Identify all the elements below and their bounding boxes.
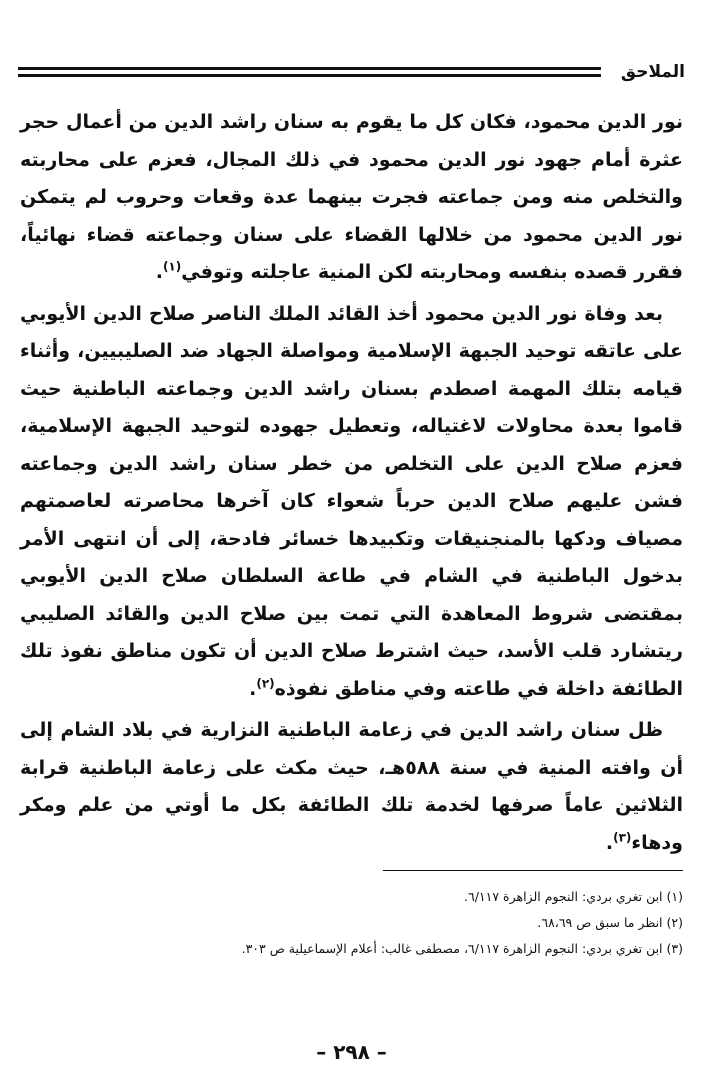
paragraph-text: ظل سنان راشد الدين في زعامة الباطنية النزارية في بلاد الشام إلى أن وافته المنية في سنة ٥٨٨هـ، حيث مكث على زعامة الباطنية قرابة الثلاثين عاماً صرفها لخدمة تلك الطائفة بكل ما أوتي من علم ومكر ودهاء bbox=[20, 719, 684, 854]
footnote-1: (١) ابن تغري بردي: النجوم الزاهرة ٦/١١٧. bbox=[464, 889, 683, 904]
paragraph-3 bbox=[20, 712, 683, 862]
paragraph-end: . bbox=[605, 831, 614, 854]
paragraph-end: . bbox=[155, 261, 163, 283]
paragraph-2 bbox=[20, 296, 683, 709]
footnote-ref-2: (٢) bbox=[256, 676, 275, 691]
paragraph-text: نور الدين محمود، فكان كل ما يقوم به سنان راشد الدين من أعمال حجر عثرة أمام جهود نور الدين محمود في ذلك المجال، فعزم على محاربته والتخلص منه ومن جماعته فجرت بينهما عدة وقعات وحروب لم يتمكن نور الدين محمود من خلالها القضاء على سنان وجماعته قضاء نهائياً، فقرر قصده بنفسه ومحاربته لكن المنية عاجلته وتوفي bbox=[20, 111, 683, 283]
running-header bbox=[18, 58, 685, 94]
header-rule-lower bbox=[18, 74, 601, 77]
header-title: الملاحق bbox=[620, 62, 685, 82]
footnote-separator bbox=[383, 870, 683, 871]
footnotes bbox=[20, 884, 683, 962]
header-rule bbox=[18, 67, 601, 70]
footnote-3: (٣) ابن تغري بردي: النجوم الزاهرة ٦/١١٧، مصطفى غالب: أعلام الإسماعيلية ص ٣٠٣. bbox=[241, 941, 683, 956]
footnote-ref-1: (١) bbox=[162, 259, 182, 274]
footnote-ref-3: (٣) bbox=[613, 830, 632, 845]
paragraph-end: . bbox=[249, 677, 257, 700]
footnote-2: (٢) انظر ما سبق ص ٦٨،٦٩. bbox=[537, 915, 683, 930]
page-number: – ٢٩٨ – bbox=[316, 1040, 387, 1064]
paragraph-1 bbox=[20, 104, 683, 292]
paragraph-text: بعد وفاة نور الدين محمود أخذ القائد الملك الناصر صلاح الدين الأيوبي على عاتقه توحيد الجبهة الإسلامية ومواصلة الجهاد ضد الصليبيين، وأثناء قيامه بتلك المهمة اصطدم بسنان راشد الدين وجماعته الباطنية حيث قاموا بعدة محاولات لاغتياله، وتعطيل جهوده لتوحيد الجبهة الإسلامية، فعزم صلاح الدين على التخلص من خطر سنان راشد الدين وجماعته فشن عليهم صلاح الدين حرباً شعواء كان آخرها محاصرته لعاصمتهم مصياف ودكها بالمنجنيقات وتكبيدها خسائر فادحة، إلى أن انتهى الأمر بدخول الباطنية في الشام في طاعة السلطان صلاح الدين الأيوبي بمقتضى شروط المعاهدة التي تمت بين صلاح الدين والقائد الصليبي ريتشارد قلب الأسد، حيث اشترط صلاح الدين أن تكون مناطق نفوذ تلك الطائفة داخلة في طاعته وفي مناطق نفوذه bbox=[20, 302, 683, 700]
main-text bbox=[20, 104, 683, 862]
